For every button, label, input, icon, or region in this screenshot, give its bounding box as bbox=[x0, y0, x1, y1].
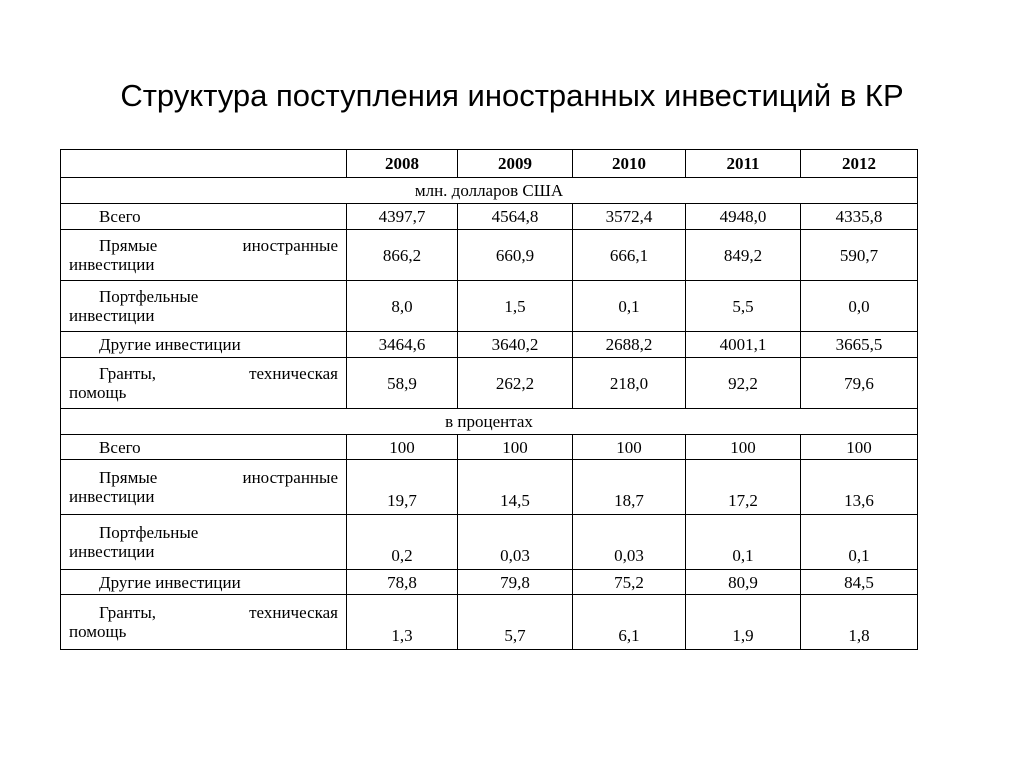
table-cell: 0,03 bbox=[573, 515, 686, 570]
year-header: 2008 bbox=[347, 150, 458, 178]
investment-table bbox=[60, 149, 918, 650]
table-cell: 4001,1 bbox=[686, 332, 801, 358]
row-label-line1: Портфельные bbox=[99, 287, 199, 306]
table-cell: 80,9 bbox=[686, 570, 801, 595]
table-row bbox=[61, 570, 918, 595]
table-cell: 17,2 bbox=[686, 460, 801, 515]
section-heading: в процентах bbox=[61, 409, 918, 435]
row-label bbox=[61, 435, 347, 460]
table-cell: 100 bbox=[801, 435, 918, 460]
section-header-row bbox=[61, 178, 918, 204]
table-cell: 79,6 bbox=[801, 358, 918, 409]
table-cell: 18,7 bbox=[573, 460, 686, 515]
row-label-line1: Всего bbox=[99, 437, 141, 457]
table-cell: 14,5 bbox=[458, 460, 573, 515]
table-row bbox=[61, 230, 918, 281]
header-row bbox=[61, 150, 918, 178]
table-cell: 1,8 bbox=[801, 595, 918, 650]
row-label bbox=[61, 515, 347, 570]
table-row bbox=[61, 435, 918, 460]
table-cell: 4948,0 bbox=[686, 204, 801, 230]
row-label bbox=[61, 204, 347, 230]
row-label bbox=[61, 230, 347, 281]
table-row bbox=[61, 460, 918, 515]
table-row bbox=[61, 515, 918, 570]
row-label bbox=[61, 332, 347, 358]
table-row bbox=[61, 204, 918, 230]
table-cell: 8,0 bbox=[347, 281, 458, 332]
table-cell: 5,7 bbox=[458, 595, 573, 650]
table-cell: 79,8 bbox=[458, 570, 573, 595]
table-cell: 660,9 bbox=[458, 230, 573, 281]
table-cell: 3572,4 bbox=[573, 204, 686, 230]
table-cell: 866,2 bbox=[347, 230, 458, 281]
row-label bbox=[61, 460, 347, 515]
row-label-line1: Гранты, техническая bbox=[99, 603, 338, 622]
slide-title: Структура поступления иностранных инвестиций в КР bbox=[120, 78, 904, 113]
table-cell: 13,6 bbox=[801, 460, 918, 515]
table-cell: 5,5 bbox=[686, 281, 801, 332]
table-cell: 78,8 bbox=[347, 570, 458, 595]
row-label-line2: помощь bbox=[69, 383, 127, 402]
row-label bbox=[61, 358, 347, 409]
table-cell: 0,2 bbox=[347, 515, 458, 570]
table-cell: 0,1 bbox=[686, 515, 801, 570]
table-cell: 1,5 bbox=[458, 281, 573, 332]
table-row bbox=[61, 332, 918, 358]
table-cell: 218,0 bbox=[573, 358, 686, 409]
row-label-line1: Прямые иностранные bbox=[99, 236, 338, 255]
row-label-line2: инвестиции bbox=[69, 542, 155, 561]
table-row bbox=[61, 358, 918, 409]
table-row bbox=[61, 281, 918, 332]
table-cell: 100 bbox=[347, 435, 458, 460]
table-cell: 1,9 bbox=[686, 595, 801, 650]
row-label-line2: помощь bbox=[69, 622, 127, 641]
header-empty-cell bbox=[61, 150, 347, 178]
table-cell: 4397,7 bbox=[347, 204, 458, 230]
table-cell: 75,2 bbox=[573, 570, 686, 595]
row-label-line2: инвестиции bbox=[69, 306, 155, 325]
table-cell: 58,9 bbox=[347, 358, 458, 409]
row-label bbox=[61, 595, 347, 650]
table-row bbox=[61, 595, 918, 650]
table-cell: 92,2 bbox=[686, 358, 801, 409]
year-header: 2009 bbox=[458, 150, 573, 178]
table-cell: 3640,2 bbox=[458, 332, 573, 358]
row-label-line1: Портфельные bbox=[99, 523, 199, 542]
table-cell: 3464,6 bbox=[347, 332, 458, 358]
table-cell: 0,03 bbox=[458, 515, 573, 570]
table-cell: 262,2 bbox=[458, 358, 573, 409]
year-header: 2010 bbox=[573, 150, 686, 178]
row-label-line1: Другие инвестиции bbox=[99, 572, 241, 592]
table-cell: 590,7 bbox=[801, 230, 918, 281]
table-cell: 2688,2 bbox=[573, 332, 686, 358]
table-cell: 0,1 bbox=[801, 515, 918, 570]
table-cell: 666,1 bbox=[573, 230, 686, 281]
section-header-row bbox=[61, 409, 918, 435]
row-label-line2: инвестиции bbox=[69, 487, 155, 506]
year-header: 2012 bbox=[801, 150, 918, 178]
table-cell: 84,5 bbox=[801, 570, 918, 595]
table-cell: 0,0 bbox=[801, 281, 918, 332]
row-label-line1: Гранты, техническая bbox=[99, 364, 338, 383]
row-label-line2: инвестиции bbox=[69, 255, 155, 274]
table-cell: 849,2 bbox=[686, 230, 801, 281]
row-label-line1: Другие инвестиции bbox=[99, 335, 241, 354]
row-label bbox=[61, 281, 347, 332]
section-heading: млн. долларов США bbox=[61, 178, 918, 204]
row-label bbox=[61, 570, 347, 595]
table-cell: 100 bbox=[686, 435, 801, 460]
row-label-line1: Всего bbox=[99, 207, 141, 226]
table-cell: 4564,8 bbox=[458, 204, 573, 230]
row-label-line1: Прямые иностранные bbox=[99, 468, 338, 487]
year-header: 2011 bbox=[686, 150, 801, 178]
table-cell: 0,1 bbox=[573, 281, 686, 332]
table-cell: 100 bbox=[573, 435, 686, 460]
table-cell: 6,1 bbox=[573, 595, 686, 650]
table-cell: 100 bbox=[458, 435, 573, 460]
table-cell: 3665,5 bbox=[801, 332, 918, 358]
table-cell: 1,3 bbox=[347, 595, 458, 650]
table-cell: 19,7 bbox=[347, 460, 458, 515]
table-cell: 4335,8 bbox=[801, 204, 918, 230]
